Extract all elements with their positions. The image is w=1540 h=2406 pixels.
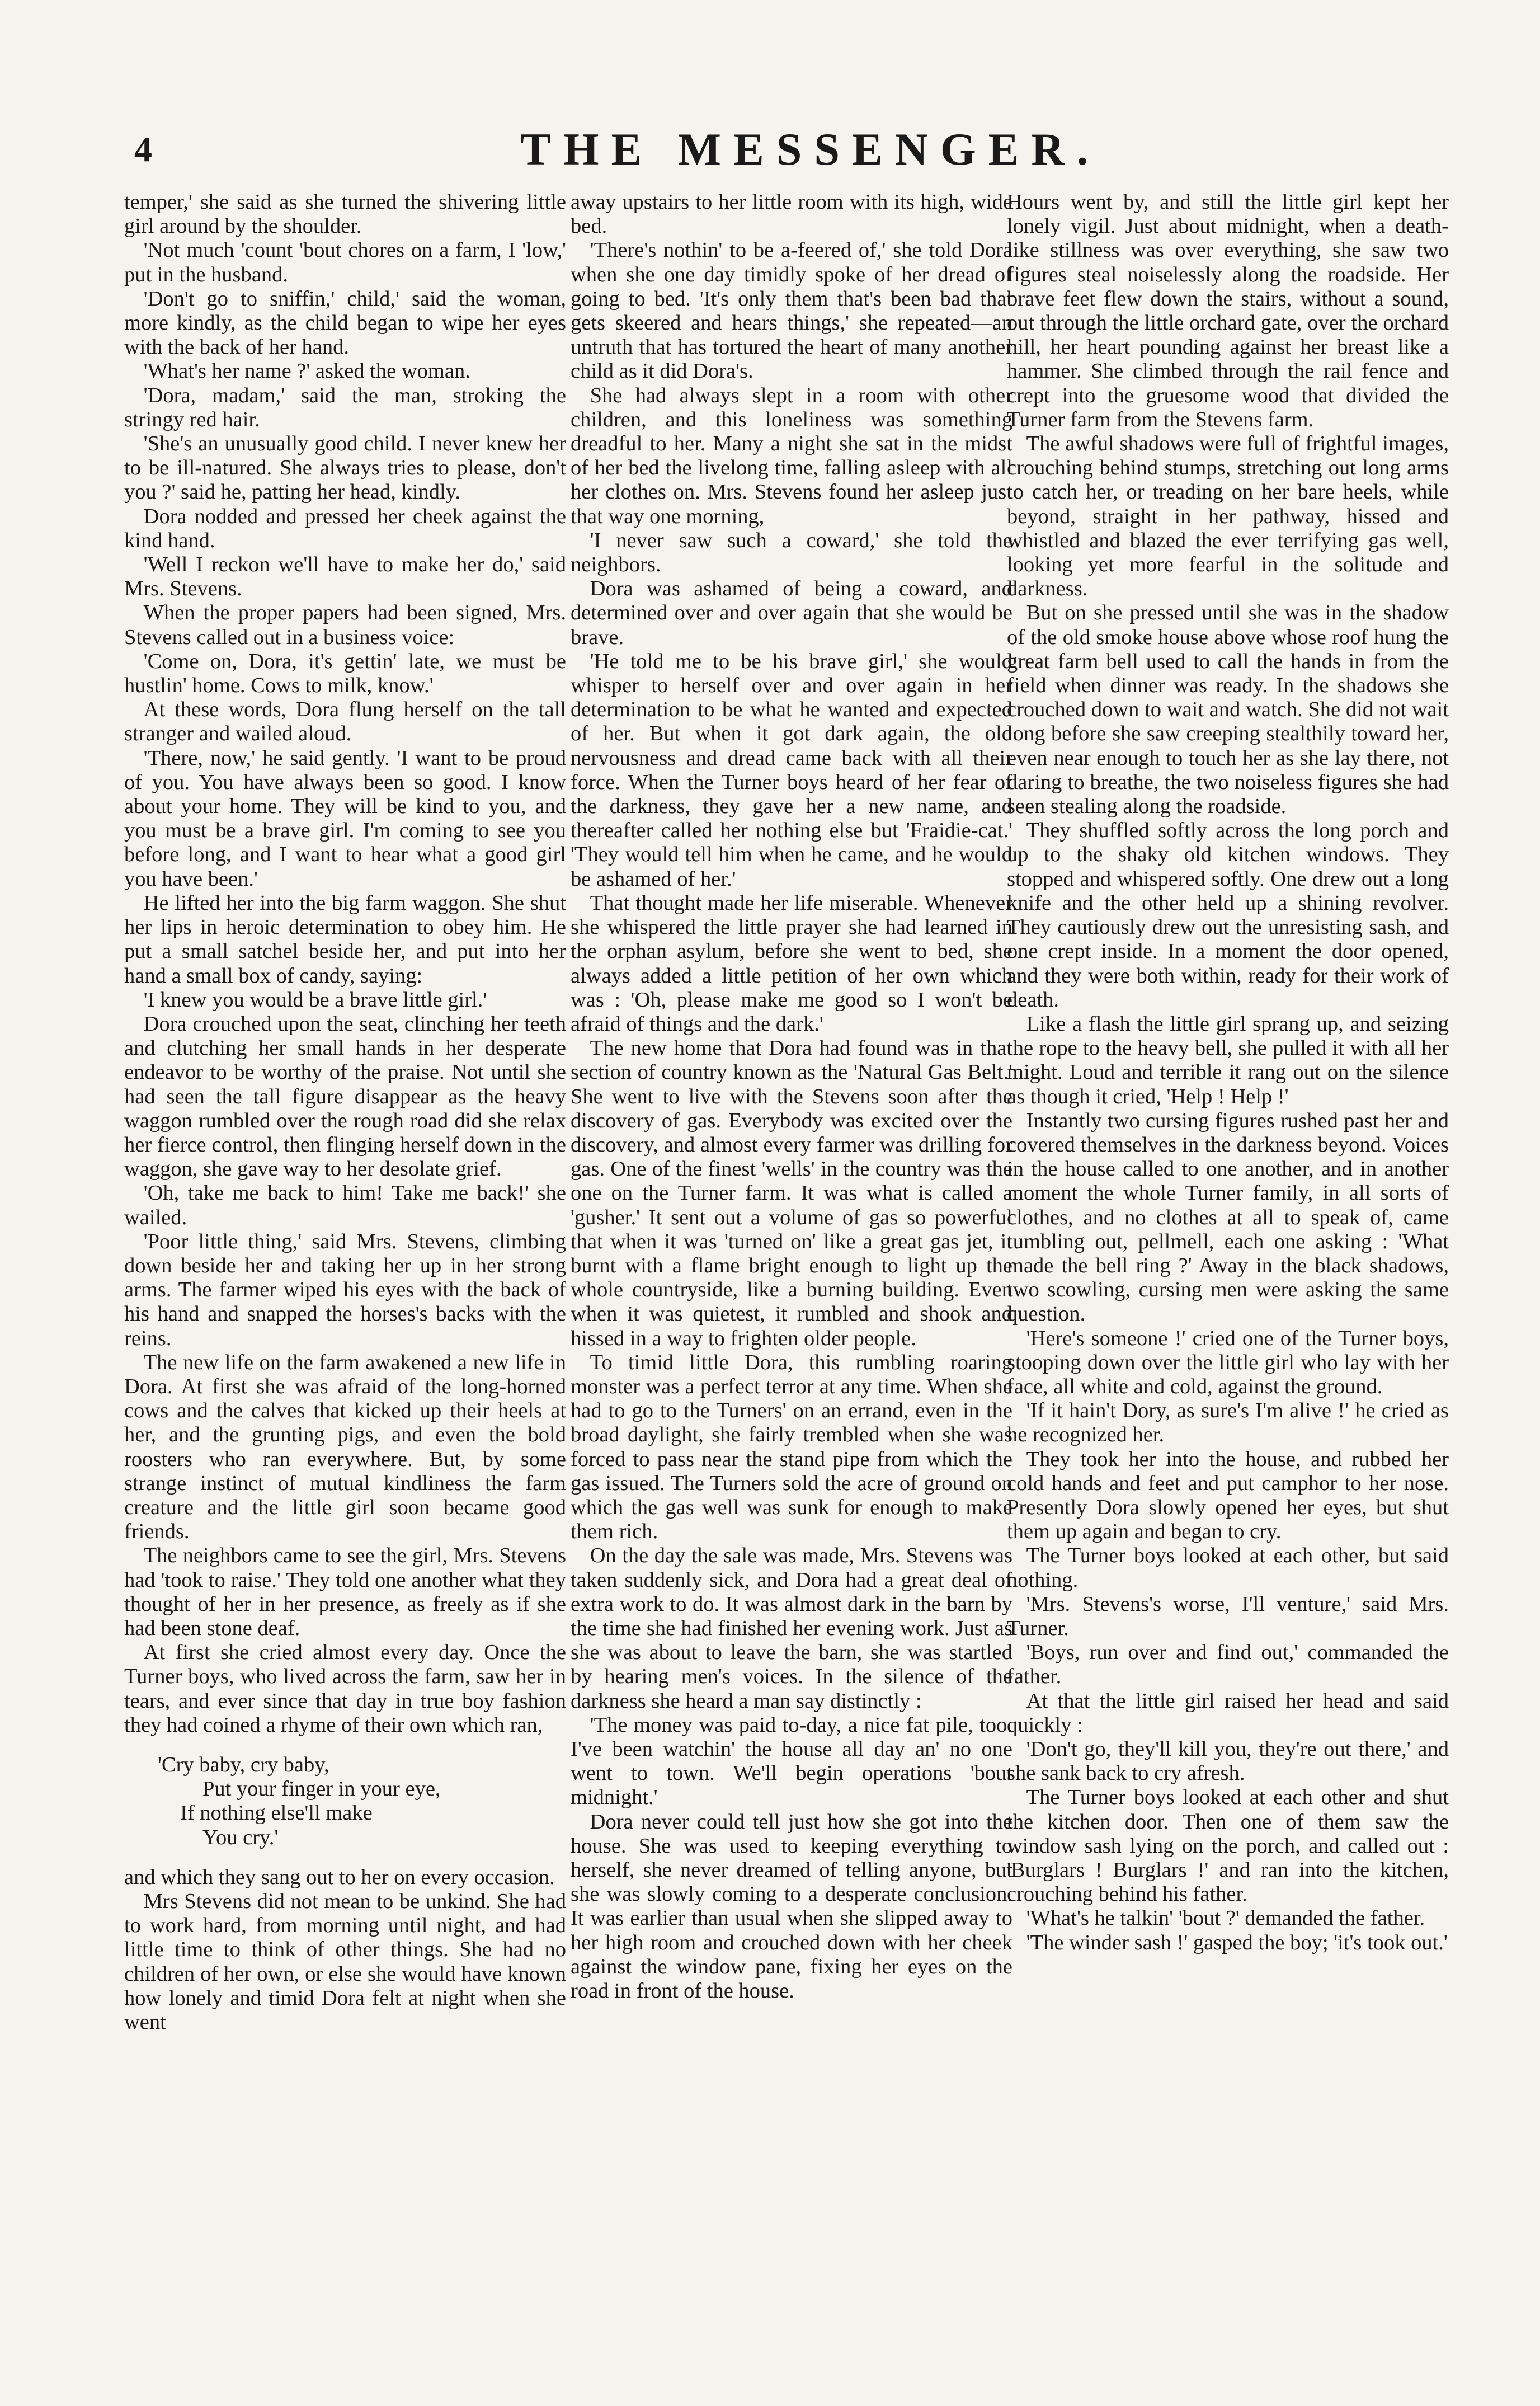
paragraph: 'I knew you would be a brave little girl.' bbox=[143, 988, 487, 1012]
paragraph: 'Oh, take me back to him! Take me back!' she wailed. bbox=[124, 1181, 566, 1229]
paragraph: The new home that Dora had found was in that section of country known as the 'Natural Gas Belt.' She went to live with the Stevens soon after the discovery of gas. Everybody was excited over the discovery, and almost every farmer was drilling for gas. One of the finest 'wells' in the country was the one on the Turner farm. It was what is called a 'gusher.' It sent out a volume of gas so powerful that when it was 'turned on' like a great gas jet, it burnt with a flame bright enough to light up the whole countryside, like a burning building. Even when it was quietest, it rumbled and shook and hissed in a way to frighten older people. bbox=[571, 1036, 1012, 1350]
paragraph: 'Not much 'count 'bout chores on a farm, I 'low,' put in the husband. bbox=[124, 238, 566, 286]
paragraph: Instantly two cursing figures rushed past her and covered themselves in the darkness beyond. Voices in the house called to one another, and in another moment the whole Turner family, in all sorts of clothes, and no clothes at all to speak of, came tumbling out, pellmell, each one asking : 'What made the bell ring ?' Away in the black shadows, two scowling, cursing men were asking the same question. bbox=[1007, 1108, 1449, 1326]
paragraph: Dora was ashamed of being a coward, and determined over and over again that she would be brave. bbox=[571, 577, 1012, 649]
paragraph: They took her into the house, and rubbed her cold hands and feet and put camphor to her nose. Presently Dora slowly opened her eyes, but shut them up again and began to cry. bbox=[1007, 1447, 1449, 1544]
paragraph: 'Don't go to sniffin,' child,' said the woman, more kindly, as the child began to wipe her eyes with the back of her hand. bbox=[124, 286, 566, 359]
paragraph: When the proper papers had been signed, Mrs. Stevens called out in a business voice: bbox=[124, 601, 566, 649]
paragraph: On the day the sale was made, Mrs. Stevens was taken suddenly sick, and Dora had a great deal of extra work to do. It was almost dark in the barn by the time she had finished her evening work. Just as she was about to leave the barn, she was startled by hearing men's voices. In the silence of the darkness she heard a man say distinctly : bbox=[571, 1544, 1012, 1713]
rhyme-line: If nothing else'll make bbox=[180, 1801, 373, 1825]
paragraph: 'She's an unusually good child. I never knew her to be ill-natured. She always tries to please, don't you ?' said he, patting her head, kindly. bbox=[124, 432, 566, 504]
paragraph: 'I never saw such a coward,' she told the neighbors. bbox=[571, 528, 1012, 577]
page-number: 4 bbox=[134, 129, 152, 169]
rhyme-verse bbox=[158, 1753, 566, 1850]
paragraph: The neighbors came to see the girl, Mrs. Stevens had 'took to raise.' They told one another what they thought of her in her presence, as freely as if she had been stone deaf. bbox=[124, 1544, 566, 1640]
rhyme-line: You cry.' bbox=[202, 1825, 279, 1849]
paragraph: Dora never could tell just how she got into the house. She was used to keeping everything to herself, she never dreamed of telling anyone, but she was slowly coming to a desperate conclusion. It was earlier than usual when she slipped away to her high room and crouched down with her cheek against the window pane, fixing her eyes on the road in front of the house. bbox=[571, 1810, 1012, 2003]
paragraph: Like a flash the little girl sprang up, and seizing the rope to the heavy bell, she pulled it with all her might. Loud and terrible it rang out on the silence as though it cried, 'Help ! Help !' bbox=[1007, 1012, 1449, 1108]
paragraph: They shuffled softly across the long porch and up to the shaky old kitchen windows. They stopped and whispered softly. One drew out a long knife and the other held up a shining revolver. They cautiously drew out the unresisting sash, and one crept inside. In a moment the door opened, and they were both within, ready for their work of death. bbox=[1007, 819, 1449, 1012]
paragraph: 'If it hain't Dory, as sure's I'm alive !' he cried as he recognized her. bbox=[1007, 1399, 1449, 1447]
column-1 bbox=[124, 190, 566, 2311]
paragraph: Dora crouched upon the seat, clinching her teeth and clutching her small hands in her desperate endeavor to be worthy of the praise. Not until she had seen the tall figure disappear as the heavy waggon rumbled over the rough road did she relax her fierce control, then flinging herself down in the waggon, she gave way to her desolate grief. bbox=[124, 1012, 566, 1181]
paragraph: That thought made her life miserable. Whenever she whispered the little prayer she had learned in the orphan asylum, before she went to bed, she always added a little petition of her own which was : 'Oh, please make me good so I won't be afraid of things and the dark.' bbox=[571, 891, 1012, 1036]
paragraph: She had always slept in a room with other children, and this loneliness was something dreadful to her. Many a night she sat in the midst of her bed the livelong time, falling asleep with all her clothes on. Mrs. Stevens found her asleep just that way one morning, bbox=[571, 383, 1012, 528]
page-header bbox=[129, 123, 1471, 185]
paragraph: 'Poor little thing,' said Mrs. Stevens, climbing down beside her and taking her up in her strong arms. The farmer wiped his eyes with the back of his hand and snapped the horses's backs with the reins. bbox=[124, 1229, 566, 1350]
paragraph: At these words, Dora flung herself on the tall stranger and wailed aloud. bbox=[124, 698, 566, 746]
column-2 bbox=[571, 190, 1012, 2311]
paragraph: 'Don't go, they'll kill you, they're out there,' and she sank back to cry afresh. bbox=[1007, 1737, 1449, 1785]
rhyme-line: 'Cry baby, cry baby, bbox=[158, 1753, 329, 1777]
paragraph: 'What's her name ?' asked the woman. bbox=[143, 359, 470, 383]
paragraph: At that the little girl raised her head and said quickly : bbox=[1007, 1689, 1449, 1737]
paragraph: 'Mrs. Stevens's worse, I'll venture,' said Mrs. Turner. bbox=[1007, 1592, 1449, 1640]
paragraph: The awful shadows were full of frightful images, crouching behind stumps, stretching out long arms to catch her, or treading on her bare heels, while beyond, straight in her pathway, hissed and whistled and blazed the ever terrifying gas well, looking yet more fearful in the solitude and darkness. bbox=[1007, 432, 1449, 601]
paragraph: 'He told me to be his brave girl,' she would whisper to herself over and over again in her determination to be what he wanted and expected of her. But when it got dark again, the old nervousness and dread came back with all their force. When the Turner boys heard of her fear of the darkness, they gave her a new name, and thereafter called her nothing else but 'Fraidie-cat.' 'They would tell him when he came, and he would be ashamed of her.' bbox=[571, 649, 1012, 891]
paragraph: But on she pressed until she was in the shadow of the old smoke house above whose roof hung the great farm bell used to call the hands in from the field when dinner was ready. In the shadows she crouched down to wait and watch. She did not wait long before she saw creeping stealthily toward her, even near enough to touch her as she lay there, not daring to breathe, the two noiseless figures she had seen stealing along the roadside. bbox=[1007, 601, 1449, 819]
paragraph: 'What's he talkin' 'bout ?' demanded the father. bbox=[1026, 1906, 1425, 1930]
paragraph: 'Here's someone !' cried one of the Turner boys, stooping down over the little girl who lay with her face, all white and cold, against the ground. bbox=[1007, 1326, 1449, 1398]
paragraph: and which they sang out to her on every occasion. bbox=[124, 1865, 555, 1889]
paragraph: At first she cried almost every day. Once the Turner boys, who lived across the farm, saw her in tears, and ever since that day in true boy fashion they had coined a rhyme of their own which ran, bbox=[124, 1641, 566, 1737]
paragraph: Mrs Stevens did not mean to be unkind. She had to work hard, from morning until night, and had little time to think of other things. She had no children of her own, or else she would have known how lonely and timid Dora felt at night when she went bbox=[124, 1890, 566, 2034]
paragraph: 'Dora, madam,' said the man, stroking the stringy red hair. bbox=[124, 383, 566, 431]
paragraph: He lifted her into the big farm waggon. She shut her lips in heroic determination to obey him. He put a small satchel beside her, and put into her hand a small box of candy, saying: bbox=[124, 891, 566, 988]
paragraph: away upstairs to her little room with its high, wide bed. bbox=[571, 190, 1012, 238]
paragraph: To timid little Dora, this rumbling roaring monster was a perfect terror at any time. When she had to go to the Turners' on an errand, even in the broad daylight, she fairly trembled when she was forced to pass near the stand pipe from which the gas issued. The Turners sold the acre of ground on which the gas well was sunk for enough to make them rich. bbox=[571, 1350, 1012, 1544]
column-3 bbox=[1007, 190, 1449, 2311]
paragraph: 'Well I reckon we'll have to make her do,' said Mrs. Stevens. bbox=[124, 553, 566, 601]
paragraph: The new life on the farm awakened a new life in Dora. At first she was afraid of the long-horned cows and the calves that kicked up their heels at her, and the grunting pigs, and even the bold roosters who ran everywhere. But, by some strange instinct of mutual kindliness the farm creature and the little girl soon became good friends. bbox=[124, 1350, 566, 1544]
paragraph: The Turner boys looked at each other and shut the kitchen door. Then one of them saw the window sash lying on the porch, and called out : 'Burglars ! Burglars !' and ran into the kitchen, crouching behind his father. bbox=[1007, 1785, 1449, 1906]
paragraph: 'There, now,' he said gently. 'I want to be proud of you. You have always been so good. I know about your home. They will be kind to you, and you must be a brave girl. I'm coming to see you before long, and I want to hear what a good girl you have been.' bbox=[124, 746, 566, 891]
paragraph: 'The winder sash !' gasped the boy; 'it's took out.' bbox=[1026, 1930, 1448, 1954]
paragraph: Dora nodded and pressed her cheek against the kind hand. bbox=[124, 504, 566, 552]
paragraph: 'There's nothin' to be a-feered of,' she told Dora when she one day timidly spoke of her dread of going to bed. 'It's only them that's been bad that gets skeered and hears things,' she repeated—an untruth that has tortured the heart of many another child as it did Dora's. bbox=[571, 238, 1012, 383]
paragraph: 'Boys, run over and find out,' commanded the father. bbox=[1007, 1641, 1449, 1689]
paragraph: temper,' she said as she turned the shivering little girl around by the shoulder. bbox=[124, 190, 566, 238]
paragraph: 'The money was paid to-day, a nice fat pile, too. I've been watchin' the house all day an' no one went to town. We'll begin operations 'bout midnight.' bbox=[571, 1713, 1012, 1810]
paragraph: Hours went by, and still the little girl kept her lonely vigil. Just about midnight, when a death-like stillness was over everything, she saw two figures steal noiselessly along the roadside. Her brave feet flew down the stairs, without a sound, out through the little orchard gate, over the orchard hill, her heart pounding against her breast like a hammer. She climbed through the rail fence and crept into the gruesome wood that divided the Turner farm from the Stevens farm. bbox=[1007, 190, 1449, 431]
masthead-title: THE MESSENGER. bbox=[520, 124, 1101, 175]
paragraph: 'Come on, Dora, it's gettin' late, we must be hustlin' home. Cows to milk, know.' bbox=[124, 649, 566, 698]
paragraph: The Turner boys looked at each other, but said nothing. bbox=[1007, 1544, 1449, 1592]
rhyme-line: Put your finger in your eye, bbox=[202, 1777, 441, 1801]
